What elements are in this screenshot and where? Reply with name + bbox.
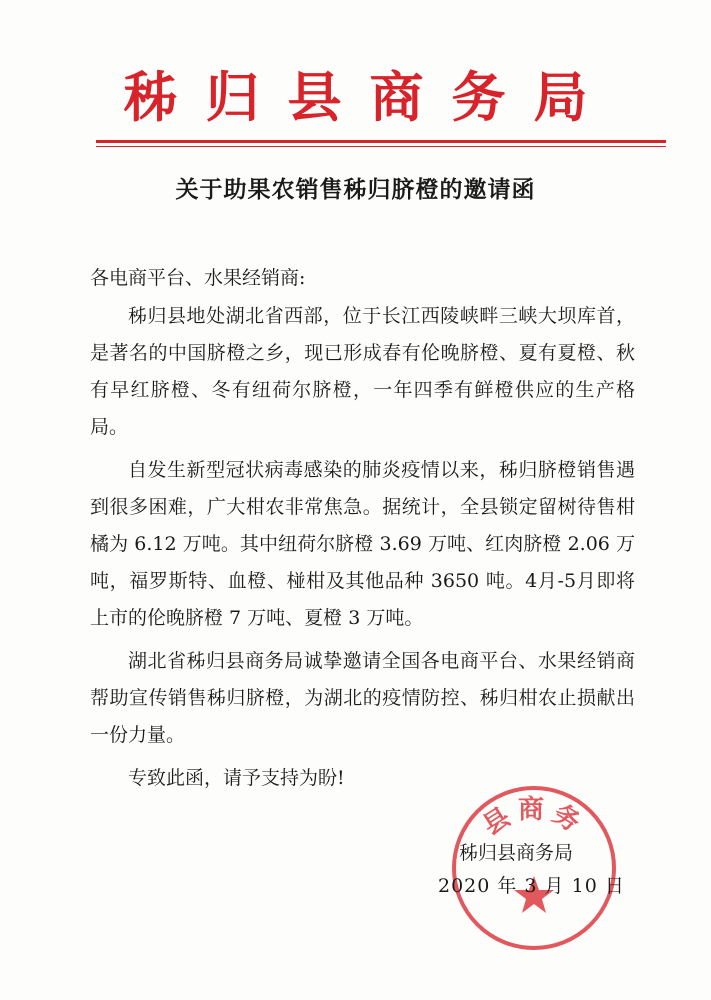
signature-date: 2020 年 3 月 10 日 <box>438 875 625 897</box>
paragraph-situation: 自发生新型冠状病毒感染的肺炎疫情以来，秭归脐橙销售遇到很多困难，广大柑农非常焦急。据统计，全县锁定留树待售柑橘为 6.12 万吨。其中纽荷尔脐橙 3.69 万吨、红肉脐橙 2.06 万吨，福罗斯特、血橙、椪柑及其他品种 3650 吨。4月-5月即将上市的伦晚脐橙 7 万吨、夏橙 3 万吨。 <box>90 459 635 629</box>
document-body <box>90 298 635 797</box>
signature-organization: 秭归县商务局 <box>459 842 574 864</box>
official-seal-stamp <box>448 782 620 954</box>
letterhead-rule-thick <box>96 140 666 143</box>
seal-arc-text: 县商务 <box>477 795 591 842</box>
letterhead-rule-thin <box>96 146 666 147</box>
paragraph-closing: 专致此函，请予支持为盼! <box>128 767 345 789</box>
salutation: 各电商平台、水果经销商: <box>90 267 306 289</box>
document-title: 关于助果农销售秭归脐橙的邀请函 <box>175 176 536 203</box>
svg-text:县商务 <box>478 794 591 841</box>
paragraph-invitation: 湖北省秭归县商务局诚挚邀请全国各电商平台、水果经销商帮助宣传销售秭归脐橙，为湖北的疫情防控、秭归柑农止损献出一份力量。 <box>90 650 635 746</box>
letterhead-organization: 秭归县商务局 <box>123 65 616 129</box>
paragraph-intro: 秭归县地处湖北省西部，位于长江西陵峡畔三峡大坝库首，是著名的中国脐橙之乡，现已形成春有伦晚脐橙、夏有夏橙、秋有早红脐橙、冬有纽荷尔脐橙，一年四季有鲜橙供应的生产格局。 <box>90 305 635 438</box>
